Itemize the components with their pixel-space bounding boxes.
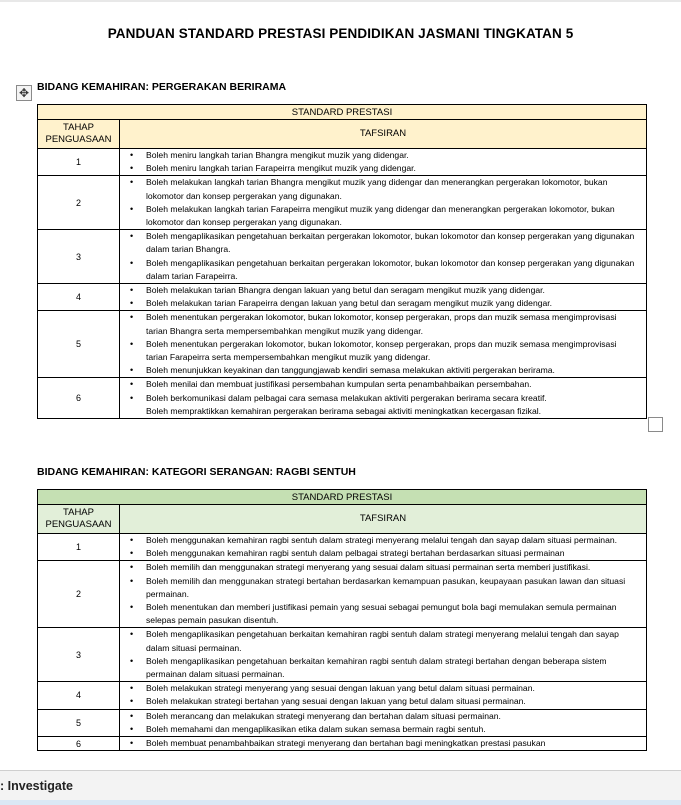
table-row: [38, 149, 647, 176]
level-cell: 2: [38, 561, 120, 628]
table-header-standard: STANDARD PRESTASI: [38, 490, 647, 505]
level-cell: 4: [38, 682, 120, 709]
list-item-continuation: Boleh mempraktikkan kemahiran pergerakan berirama sebagai aktiviti meningkatkan kecergasan fizikal.: [146, 405, 542, 416]
table-row: [38, 311, 647, 378]
level-cell: 3: [38, 230, 120, 284]
status-bar: [0, 770, 681, 805]
level-cell: 1: [38, 534, 120, 561]
table-header-level: TAHAP PENGUASAAN: [38, 505, 120, 534]
page-top-edge: [0, 0, 681, 2]
list-item: • Boleh melakukan langkah tarian Bhangra mengikut muzik yang didengar dan menerangkan pergerakan lokomotor, bukan lokomotor dan konsep pergerakan yang digunakan.: [146, 176, 640, 202]
list-item: • Boleh melakukan tarian Bhangra dengan lakuan yang betul dan seragam mengikut muzik yang didengar.: [146, 284, 640, 297]
list-item: • Boleh memilih dan menggunakan strategi menyerang yang sesuai dalam situasi permainan serta memberi justifikasi.: [146, 561, 640, 574]
list-item: • Boleh berkomunikasi dalam pelbagai cara semasa melakukan aktiviti pergerakan berirama secara kreatif.: [146, 392, 640, 405]
list-item: • Boleh menggunakan kemahiran ragbi sentuh dalam strategi menyerang melalui tengah dan sayap dalam situasi permainan.: [146, 534, 640, 547]
table-row: [38, 378, 647, 419]
list-item: • Boleh menilai dan membuat justifikasi persembahan kumpulan serta penambahbaikan persembahan.: [146, 378, 640, 391]
level-cell: 1: [38, 149, 120, 176]
level-cell: 5: [38, 709, 120, 736]
level-cell: 4: [38, 284, 120, 311]
list-item: • Boleh melakukan langkah tarian Farapeirra mengikut muzik yang didengar dan menerangkan pergerakan lokomotor, bukan lokomotor dan konsep pergerakan yang digunakan.: [146, 203, 640, 229]
level-cell: 5: [38, 311, 120, 378]
list-item: • Boleh membuat penambahbaikan strategi menyerang dan bertahan bagi meningkatkan prestasi pasukan: [146, 737, 640, 750]
table-row: [38, 737, 647, 751]
list-item: • Boleh memilih dan menggunakan strategi bertahan berdasarkan kemampuan pasukan, keupayaan pasukan lawan dan situasi permainan.: [146, 575, 640, 601]
table-header-desc: TAFSIRAN: [120, 505, 647, 534]
table-row: [38, 682, 647, 709]
list-item: • Boleh mengaplikasikan pengetahuan berkaitan kemahiran ragbi sentuh dalam strategi menyerang melalui tengah dan sayap dalam situasi permainan.: [146, 628, 640, 654]
list-item: • Boleh menggunakan kemahiran ragbi sentuh dalam pelbagai strategi bertahan berdasarkan situasi permainan: [146, 547, 640, 560]
status-bar-strip: [0, 800, 681, 805]
table-row: [38, 176, 647, 230]
list-item: • Boleh mengaplikasikan pengetahuan berkaitan pergerakan lokomotor, bukan lokomotor dan konsep pergerakan yang digunakan dalam tarian Bhangra.: [146, 230, 640, 256]
table-header-desc: TAFSIRAN: [120, 120, 647, 149]
level-cell: 6: [38, 737, 120, 751]
table-move-handle-icon[interactable]: ✥: [16, 85, 32, 101]
table-resize-handle-icon[interactable]: [648, 417, 663, 432]
table-header-level: TAHAP PENGUASAAN: [38, 120, 120, 149]
list-item: • Boleh melakukan tarian Farapeirra dengan lakuan yang betul dan seragam mengikut muzik yang didengar.: [146, 297, 640, 310]
table-row: [38, 230, 647, 284]
table-row: [38, 561, 647, 628]
list-item: • Boleh memahami dan mengaplikasikan etika dalam sukan semasa bermain ragbi sentuh.: [146, 723, 640, 736]
level-cell: 3: [38, 628, 120, 682]
list-item: • Boleh meniru langkah tarian Farapeirra mengikut muzik yang didengar.: [146, 162, 640, 175]
list-item: • Boleh melakukan strategi bertahan yang sesuai dengan lakuan yang betul dalam situasi permainan.: [146, 695, 640, 708]
list-item: • Boleh mengaplikasikan pengetahuan berkaitan kemahiran ragbi sentuh dalam strategi bertahan dengan beberapa sistem permainan dalam situasi permainan.: [146, 655, 640, 681]
table-header-standard: STANDARD PRESTASI: [38, 105, 647, 120]
list-item: • Boleh menentukan dan memberi justifikasi pemain yang sesuai sebagai pemungut bola bagi memulakan semula permainan selepas pemain pasukan disentuh.: [146, 601, 640, 627]
list-item: • Boleh menentukan pergerakan lokomotor, bukan lokomotor, konsep pergerakan, props dan muzik semasa mengimprovisasi tarian Farapeirra serta mempersembahkan mengikut muzik yang didengar.: [146, 338, 640, 364]
standard-table-irama: [37, 104, 647, 419]
status-bar-label[interactable]: : Investigate: [0, 779, 73, 793]
section-heading-ragbi: BIDANG KEMAHIRAN: KATEGORI SERANGAN: RAGBI SENTUH: [37, 466, 356, 478]
page-title: PANDUAN STANDARD PRESTASI PENDIDIKAN JASMANI TINGKATAN 5: [107, 26, 574, 41]
list-item: • Boleh menentukan pergerakan lokomotor, bukan lokomotor, konsep pergerakan, props dan muzik semasa mengimprovisasi tarian Bhangra serta mempersembahkan mengikut muzik yang didengar.: [146, 311, 640, 337]
section-heading-irama: BIDANG KEMAHIRAN: PERGERAKAN BERIRAMA: [37, 81, 287, 93]
level-cell: 2: [38, 176, 120, 230]
table-row: [38, 709, 647, 736]
list-item: • Boleh mengaplikasikan pengetahuan berkaitan pergerakan lokomotor, bukan lokomotor dan konsep pergerakan yang digunakan dalam tarian Farapeirra.: [146, 257, 640, 283]
table-row: [38, 284, 647, 311]
level-cell: 6: [38, 378, 120, 419]
list-item: • Boleh menunjukkan keyakinan dan tanggungjawab kendiri semasa melakukan aktiviti pergerakan berirama.: [146, 364, 640, 377]
standard-table-ragbi: [37, 489, 647, 751]
list-item: • Boleh merancang dan melakukan strategi menyerang dan bertahan dalam situasi permainan.: [146, 710, 640, 723]
table-row: [38, 534, 647, 561]
list-item: • Boleh meniru langkah tarian Bhangra mengikut muzik yang didengar.: [146, 149, 640, 162]
table-row: [38, 628, 647, 682]
list-item: • Boleh melakukan strategi menyerang yang sesuai dengan lakuan yang betul dalam situasi permainan.: [146, 682, 640, 695]
